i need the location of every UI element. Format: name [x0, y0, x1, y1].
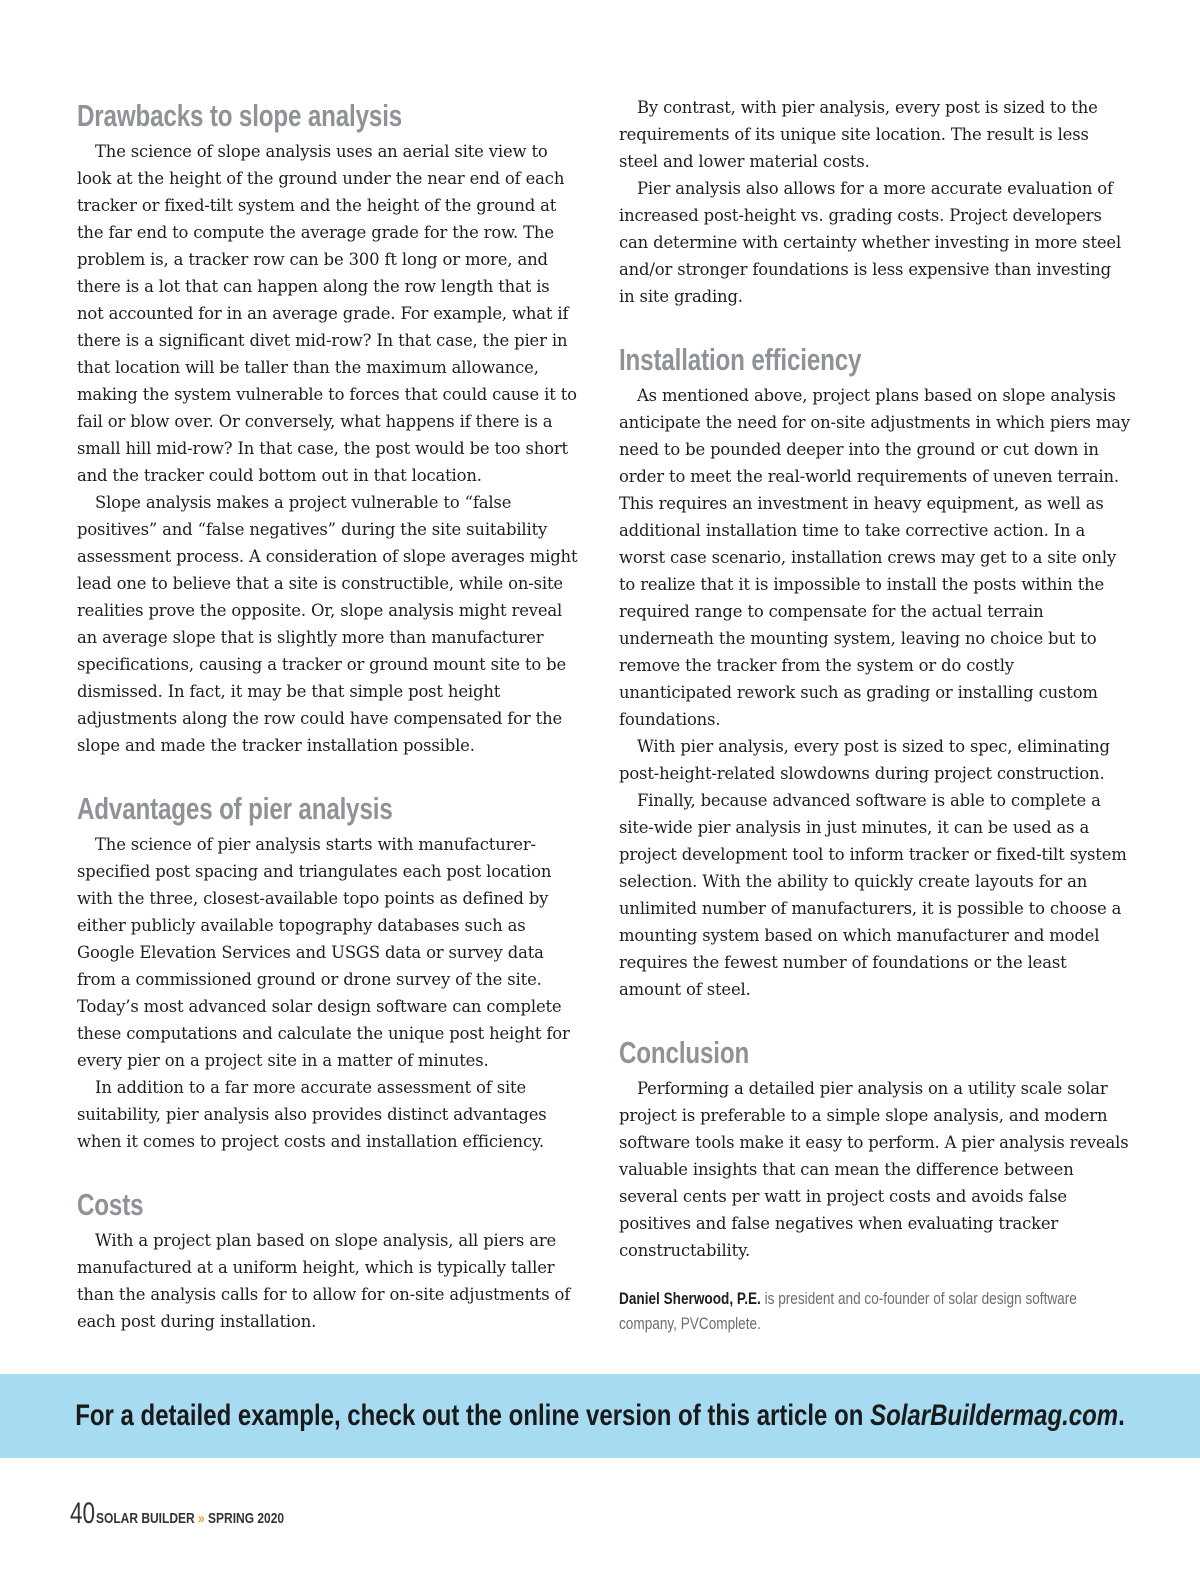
separator: »: [198, 1510, 205, 1527]
page-number: 40: [70, 1497, 96, 1530]
left-column: [77, 94, 580, 1335]
heading-installation: Installation efficiency: [619, 342, 862, 377]
paragraph: The science of pier analysis starts with manufacturer-specified post spacing and triangulates each post location with the three, closest-available topo points as defined by either publicly available topography databases such as Google Elevation Services and USGS data or survey data from a commissioned ground or drone survey of the site. Today’s most advanced solar design software can complete these computations and calculate the unique post height for every pier on a project site in a matter of minutes.: [77, 835, 570, 1070]
heading-drawbacks: Drawbacks to slope analysis: [77, 98, 403, 133]
heading-advantages: Advantages of pier analysis: [77, 791, 393, 826]
author-name: Daniel Sherwood, P.E.: [619, 1289, 761, 1308]
author-bio: is president and co-founder of solar design software company, PVComplete.: [619, 1289, 1077, 1333]
paragraph: Slope analysis makes a project vulnerable to “false positives” and “false negatives” during the site suitability assessment process. A consideration of slope averages might lead one to believe that a site is constructible, while on-site realities prove the opposite. Or, slope analysis might reveal an average slope that is slightly more than manufacturer specifications, causing a tracker or ground mount site to be dismissed. In fact, it may be that simple post height adjustments along the row could have compensated for the slope and made the tracker installation possible.: [77, 493, 578, 755]
website-link[interactable]: SolarBuildermag.com: [870, 1399, 1119, 1432]
publication-info: [96, 1510, 284, 1527]
paragraph: The science of slope analysis uses an aerial site view to look at the height of the ground under the near end of each tracker or fixed-tilt system and the height of the ground at the far end to compute the average grade for the row. The problem is, a tracker row can be 300 ft long or more, and there is a lot that can happen along the row length that is not accounted for in an average grade. For example, what if there is a significant divet mid-row? In that case, the pier in that location will be taller than the maximum allowance, making the system vulnerable to forces that could cause it to fail or blow over. Or conversely, what happens if there is a small hill mid-row? In that case, the post would be too short and the tracker could bottom out in that location.: [77, 142, 577, 485]
page-footer: [70, 1497, 331, 1531]
paragraph: With a project plan based on slope analysis, all piers are manufactured at a uniform height, which is typically taller than the analysis calls for to allow for on-site adjustments of each post during installation.: [77, 1231, 571, 1331]
right-column: [619, 94, 1131, 1336]
author-byline: [619, 1286, 1123, 1336]
heading-costs: Costs: [77, 1187, 144, 1222]
paragraph: As mentioned above, project plans based on slope analysis anticipate the need for on-site adjustments in which piers may need to be pounded deeper into the ground or cut down in order to meet the real-world requirements of uneven terrain. This requires an investment in heavy equipment, as well as additional installation time to take corrective action. In a worst case scenario, installation crews may get to a site only to realize that it is impossible to install the posts within the required range to compensate for the actual terrain underneath the mounting system, leaving no choice but to remove the tracker from the system or do costly unanticipated rework such as grading or installing custom foundations.: [619, 386, 1130, 729]
paragraph: In addition to a far more accurate assessment of site suitability, pier analysis also provides distinct advantages when it comes to project costs and installation efficiency.: [77, 1078, 547, 1151]
paragraph: Pier analysis also allows for a more accurate evaluation of increased post-height vs. grading costs. Project developers can determine with certainty whether investing in more steel and/or stronger foundations is less expensive than investing in site grading.: [619, 179, 1122, 306]
paragraph: Performing a detailed pier analysis on a utility scale solar project is preferable to a simple slope analysis, and modern software tools make it easy to perform. A pier analysis reveals valuable insights that can mean the difference between several cents per watt in project costs and avoids false positives and false negatives when evaluating tracker constructability.: [619, 1079, 1129, 1260]
paragraph: With pier analysis, every post is sized to spec, eliminating post-height-related slowdowns during project construction.: [619, 737, 1110, 783]
paragraph: Finally, because advanced software is able to complete a site-wide pier analysis in just minutes, it can be used as a project development tool to inform tracker or fixed-tilt system selection. With the ability to quickly create layouts for an unlimited number of manufacturers, it is possible to choose a mounting system based on which manufacturer and model requires the fewest number of foundations or the least amount of steel.: [619, 791, 1127, 999]
promo-banner: [0, 1374, 1200, 1458]
heading-conclusion: Conclusion: [619, 1035, 750, 1070]
paragraph: By contrast, with pier analysis, every post is sized to the requirements of its unique site location. The result is less steel and lower material costs.: [619, 98, 1098, 171]
banner-text: For a detailed example, check out the online version of this article on SolarBuildermag.com.: [75, 1399, 1125, 1432]
issue-date: SPRING 2020: [208, 1510, 285, 1527]
publication-name: SOLAR BUILDER: [96, 1510, 195, 1527]
